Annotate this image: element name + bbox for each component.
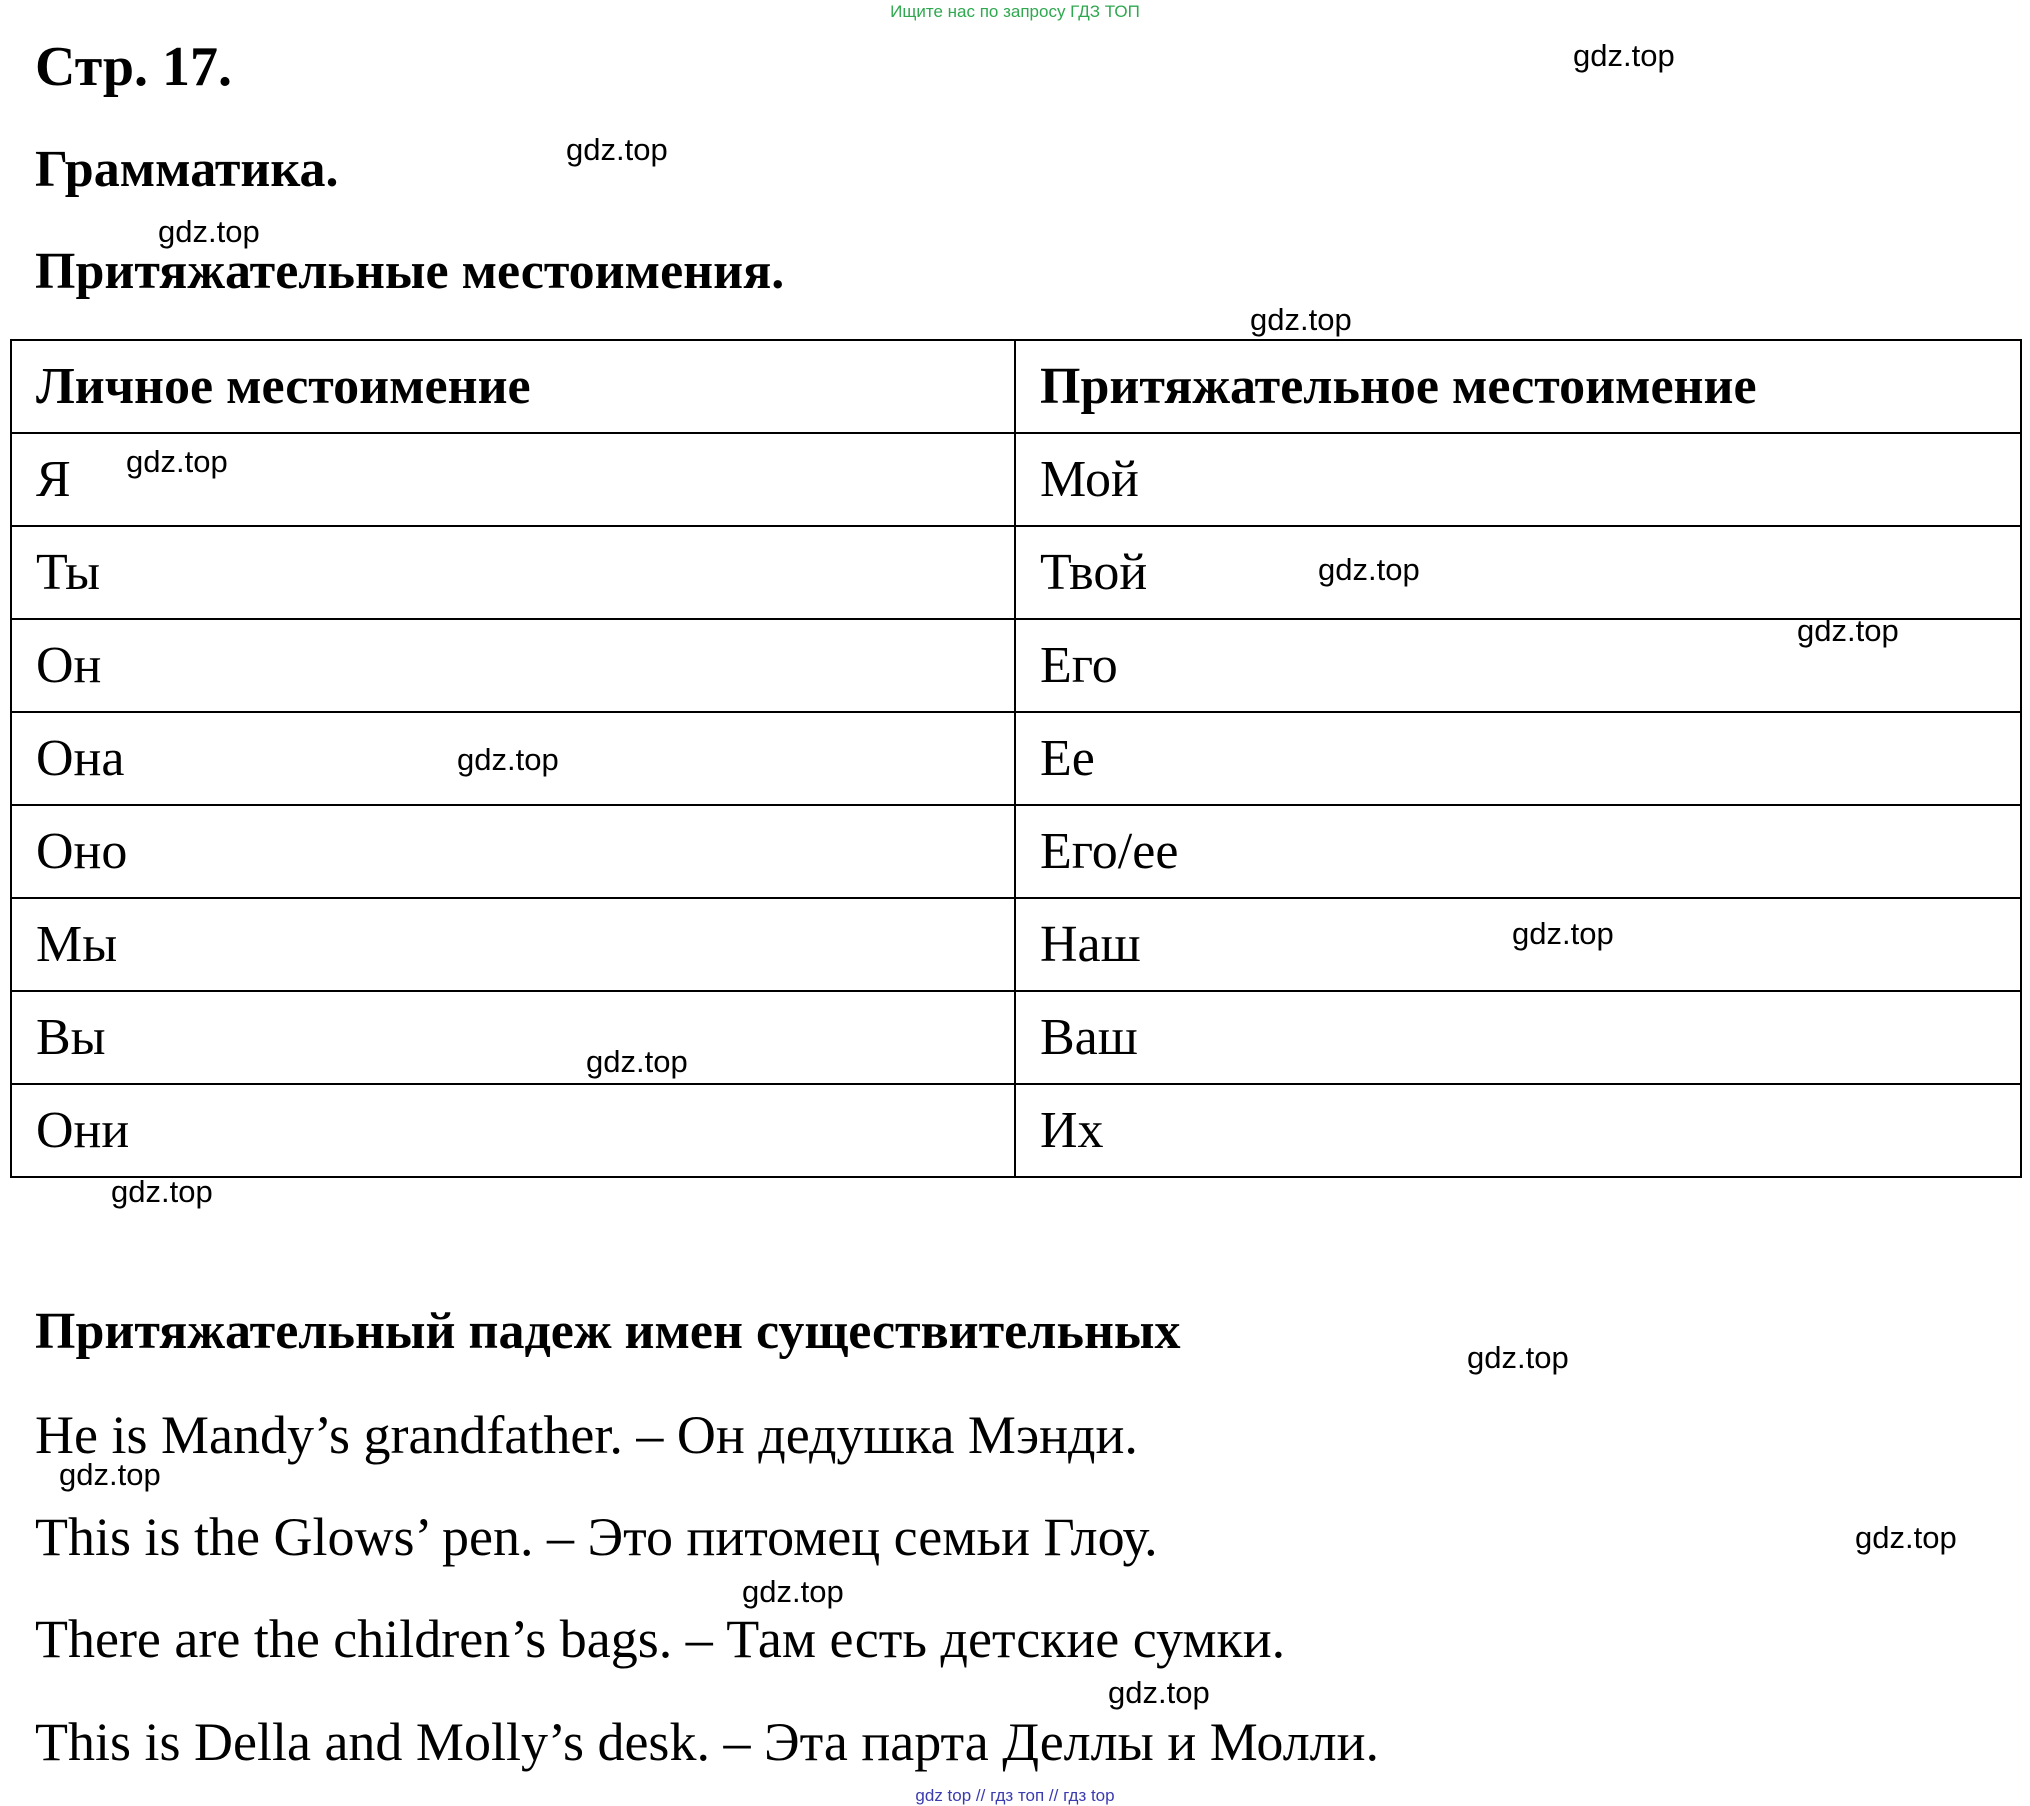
watermark: gdz.top bbox=[158, 214, 260, 249]
table-row bbox=[11, 991, 2021, 1084]
table-row bbox=[11, 526, 2021, 619]
watermark: gdz.top bbox=[126, 444, 228, 479]
watermark: gdz.top bbox=[1512, 916, 1614, 951]
table-cell: Мой bbox=[1015, 433, 2021, 526]
table-cell: Вы bbox=[11, 991, 1015, 1084]
watermark: gdz.top bbox=[1250, 302, 1352, 337]
sentence: This is the Glows’ pen. – Это питомец семьи Глоу. bbox=[35, 1507, 1158, 1567]
table-row bbox=[11, 712, 2021, 805]
watermark: gdz.top bbox=[457, 742, 559, 777]
table-cell: Их bbox=[1015, 1084, 2021, 1177]
table-cell: Его/ее bbox=[1015, 805, 2021, 898]
table-header-row bbox=[11, 340, 2021, 433]
table-cell: Мы bbox=[11, 898, 1015, 991]
watermark: gdz.top bbox=[111, 1174, 213, 1209]
table-cell: Она bbox=[11, 712, 1015, 805]
table-header-possessive: Притяжательное местоимение bbox=[1015, 340, 2021, 433]
sentence: This is Della and Molly’s desk. – Эта парта Деллы и Молли. bbox=[35, 1712, 1379, 1772]
watermark: gdz.top bbox=[586, 1044, 688, 1079]
table-row bbox=[11, 619, 2021, 712]
watermark: gdz.top bbox=[1573, 38, 1675, 73]
table-cell: Твой bbox=[1015, 526, 2021, 619]
subtitle-possessive-case: Притяжательный падеж имен существительных bbox=[35, 1303, 1181, 1360]
table-cell: Ее bbox=[1015, 712, 2021, 805]
watermark: gdz.top bbox=[1318, 552, 1420, 587]
section-title: Грамматика. bbox=[35, 141, 339, 198]
watermark: gdz.top bbox=[1467, 1340, 1569, 1375]
table-cell: Ты bbox=[11, 526, 1015, 619]
table-row bbox=[11, 898, 2021, 991]
watermark: gdz.top bbox=[742, 1574, 844, 1609]
watermark: gdz.top bbox=[566, 132, 668, 167]
watermark: gdz.top bbox=[1855, 1520, 1957, 1555]
table-row bbox=[11, 433, 2021, 526]
page-title: Стр. 17. bbox=[35, 36, 233, 98]
watermark: gdz.top bbox=[59, 1457, 161, 1492]
table-cell: Я bbox=[11, 433, 1015, 526]
top-note: Ищите нас по запросу ГДЗ ТОП bbox=[890, 2, 1140, 21]
watermark: gdz.top bbox=[1108, 1675, 1210, 1710]
sentence: He is Mandy’s grandfather. – Он дедушка Мэнди. bbox=[35, 1405, 1138, 1465]
table-cell: Они bbox=[11, 1084, 1015, 1177]
table-header-personal: Личное местоимение bbox=[11, 340, 1015, 433]
table-row bbox=[11, 805, 2021, 898]
watermark: gdz.top bbox=[1797, 613, 1899, 648]
subtitle: Притяжательные местоимения. bbox=[35, 243, 785, 300]
table-row bbox=[11, 1084, 2021, 1177]
footer: gdz top // гдз топ // гдз top bbox=[915, 1786, 1115, 1805]
table-cell: Ваш bbox=[1015, 991, 2021, 1084]
table-cell: Наш bbox=[1015, 898, 2021, 991]
table-cell: Оно bbox=[11, 805, 1015, 898]
table-cell: Он bbox=[11, 619, 1015, 712]
sentence: There are the children’s bags. – Там есть детские сумки. bbox=[35, 1609, 1286, 1669]
table-cell: Его bbox=[1015, 619, 2021, 712]
pronoun-table bbox=[10, 339, 2022, 1178]
